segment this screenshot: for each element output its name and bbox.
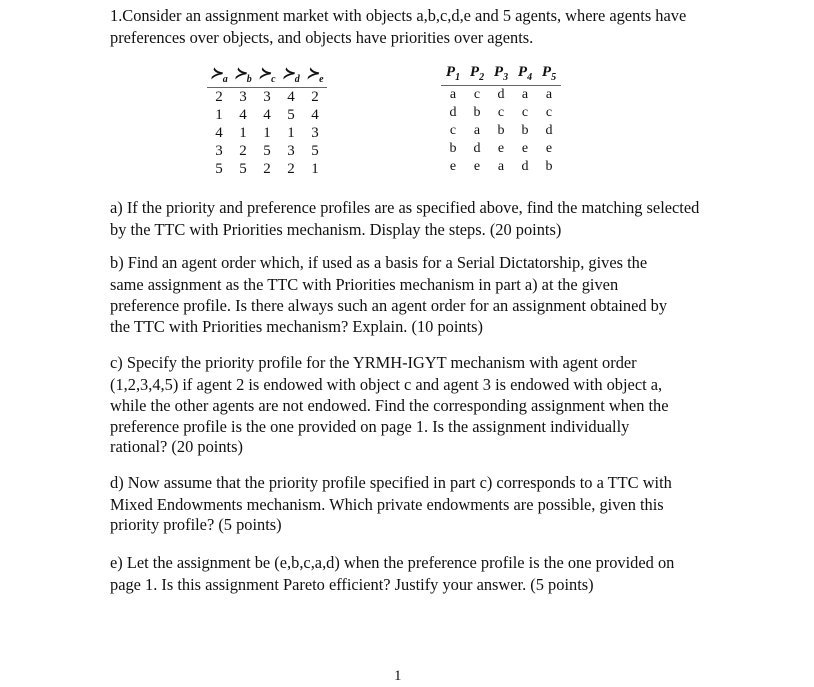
priority-table — [207, 64, 327, 178]
table-header: $≻_a$ — [207, 64, 231, 88]
question-e-line: page 1. Is this assignment Pareto efficient? Justify your answer. (5 points) — [110, 575, 594, 594]
question-b-line: preference profile. Is there always such an agent order for an assignment obtained by — [110, 296, 668, 315]
table-cell: 2 — [287, 160, 295, 177]
table-cell: 4 — [263, 106, 271, 123]
table-header: $≻_c$ — [255, 64, 279, 88]
table-cell: d — [449, 105, 457, 120]
table-cell: 1 — [239, 124, 247, 141]
table-cell: c — [545, 105, 553, 120]
question-c-line: while the other agents are not endowed. Find the corresponding assignment when the — [110, 396, 669, 415]
table-cell: 5 — [287, 106, 295, 123]
table-cell: 4 — [239, 106, 247, 123]
table-cell: 2 — [311, 88, 319, 105]
table-cell: 3 — [311, 124, 319, 141]
table-cell: b — [449, 141, 457, 156]
page-number: 1 — [394, 668, 402, 684]
table-cell: 5 — [263, 142, 271, 159]
header-subscript: b — [246, 74, 252, 85]
question-a-line: a) If the priority and preference profiles are as specified above, find the matching selected — [110, 198, 700, 217]
table-cell: 1 — [311, 160, 319, 177]
table-cell: 5 — [311, 142, 319, 159]
table-cell: b — [545, 159, 553, 174]
header-subscript: 2 — [479, 72, 485, 83]
table-cell: d — [473, 141, 481, 156]
table-cell: 1 — [215, 106, 223, 123]
intro-line: preferences over objects, and objects have priorities over agents. — [110, 28, 534, 47]
table-cell: 4 — [215, 124, 223, 141]
table-header: $P_3$ — [489, 64, 513, 86]
question-e-line: e) Let the assignment be (e,b,c,a,d) when the preference profile is the one provided on — [110, 553, 675, 572]
table-cell: e — [449, 159, 457, 174]
question-c-line: preference profile is the one provided on page 1. Is the assignment individually — [110, 417, 630, 436]
question-c-line: (1,2,3,4,5) if agent 2 is endowed with object c and agent 3 is endowed with object a, — [110, 375, 663, 394]
table-header: $P_2$ — [465, 64, 489, 86]
header-subscript: 5 — [551, 72, 557, 83]
table-header: $≻_b$ — [231, 64, 255, 88]
table-header: $P_4$ — [513, 64, 537, 86]
preference-table — [441, 64, 561, 176]
table-cell: 1 — [263, 124, 271, 141]
table-cell: 1 — [287, 124, 295, 141]
question-b-line: b) Find an agent order which, if used as a basis for a Serial Dictatorship, gives the — [110, 253, 648, 272]
table-cell: 3 — [287, 142, 295, 159]
table-cell: 2 — [239, 142, 247, 159]
table-cell: 5 — [239, 160, 247, 177]
question-c-line: c) Specify the priority profile for the YRMH-IGYT mechanism with agent order — [110, 353, 637, 372]
table-cell: 2 — [263, 160, 271, 177]
table-cell: d — [497, 87, 505, 102]
table-row — [441, 104, 561, 122]
table-cell: b — [473, 105, 481, 120]
table-cell: 4 — [287, 88, 295, 105]
table-cell: a — [521, 87, 529, 102]
question-b-line: the TTC with Priorities mechanism? Explain. (10 points) — [110, 317, 483, 336]
table-cell: 3 — [215, 142, 223, 159]
table-row — [441, 122, 561, 140]
question-b-line: same assignment as the TTC with Priorities mechanism in part a) at the given — [110, 275, 619, 294]
table-cell: e — [545, 141, 553, 156]
question-d-line: d) Now assume that the priority profile specified in part c) corresponds to a TTC with — [110, 473, 672, 492]
table-cell: 2 — [215, 88, 223, 105]
table-header: $P_5$ — [537, 64, 561, 86]
table-cell: b — [521, 123, 529, 138]
question-a-line: by the TTC with Priorities mechanism. Display the steps. (20 points) — [110, 220, 562, 239]
question-d-line: Mixed Endowments mechanism. Which private endowments are possible, given this — [110, 495, 664, 514]
header-subscript: e — [319, 74, 324, 85]
header-subscript: d — [294, 74, 300, 85]
table-cell: b — [497, 123, 505, 138]
table-row — [441, 158, 561, 176]
table-header: $≻_d$ — [279, 64, 303, 88]
table-cell: d — [545, 123, 553, 138]
table-cell: d — [521, 159, 529, 174]
header-subscript: c — [271, 74, 276, 85]
header-subscript: a — [222, 74, 228, 85]
table-row — [441, 86, 561, 105]
header-subscript: 1 — [455, 72, 461, 83]
table-header: $P_1$ — [441, 64, 465, 86]
table-cell: 4 — [311, 106, 319, 123]
table-cell: a — [473, 123, 481, 138]
table-cell: 3 — [263, 88, 271, 105]
header-subscript: 4 — [527, 72, 533, 83]
table-cell: a — [449, 87, 457, 102]
table-cell: 3 — [239, 88, 247, 105]
intro-line: 1.Consider an assignment market with objects a,b,c,d,e and 5 agents, where agents have — [110, 6, 687, 25]
table-row — [207, 106, 327, 124]
table-cell: e — [473, 159, 481, 174]
table-header: $≻_e$ — [303, 64, 327, 88]
table-row — [207, 160, 327, 178]
table-cell: c — [473, 87, 481, 102]
table-cell: 5 — [215, 160, 223, 177]
table-cell: c — [449, 123, 457, 138]
table-row — [207, 88, 327, 107]
table-row — [207, 124, 327, 142]
table-row — [207, 142, 327, 160]
table-row — [441, 140, 561, 158]
table-cell: e — [521, 141, 529, 156]
question-d-line: priority profile? (5 points) — [110, 515, 282, 534]
question-c-line: rational? (20 points) — [110, 437, 243, 456]
table-cell: c — [497, 105, 505, 120]
header-subscript: 3 — [503, 72, 509, 83]
table-cell: a — [497, 159, 505, 174]
table-cell: c — [521, 105, 529, 120]
table-cell: e — [497, 141, 505, 156]
table-cell: a — [545, 87, 553, 102]
